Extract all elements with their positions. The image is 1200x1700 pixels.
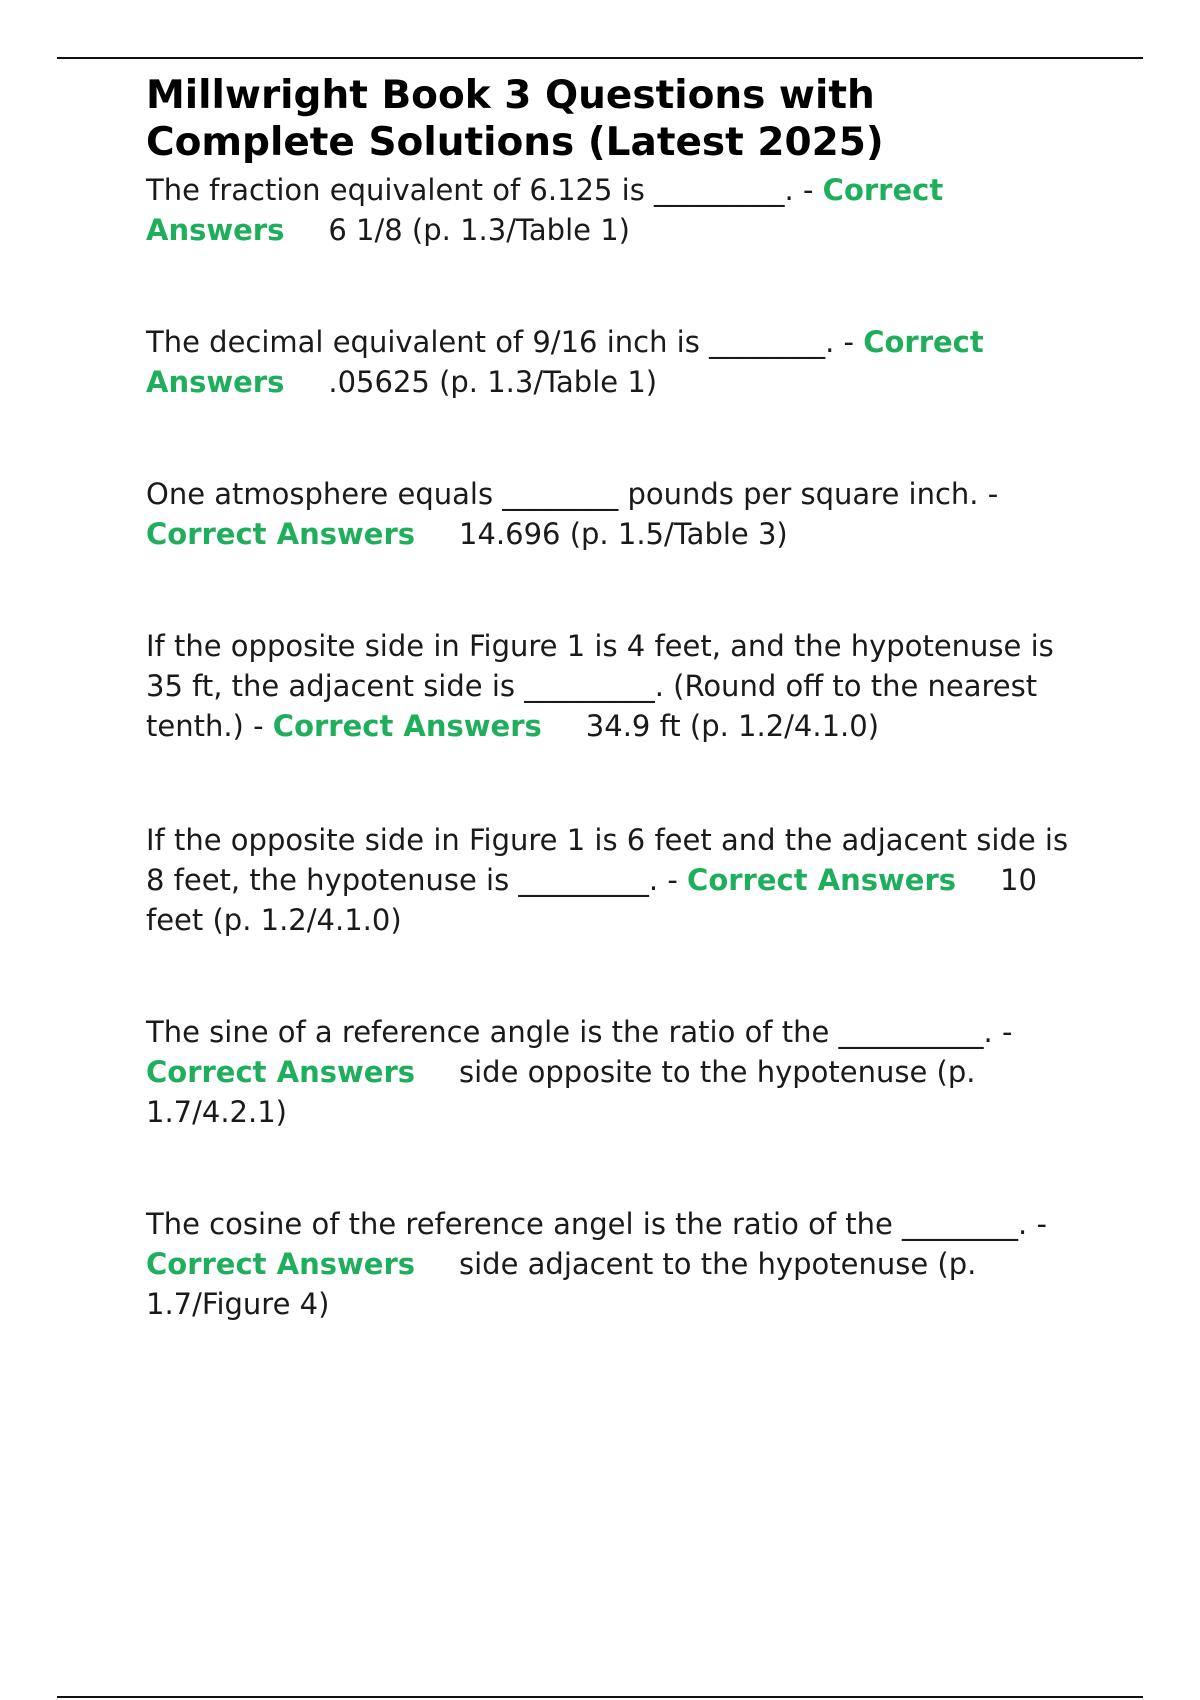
qa-item-5 [146, 820, 1086, 940]
correct-answers-label: Correct Answers [272, 709, 542, 743]
question-text: The cosine of the reference angel is the ratio of the ________. - [146, 1207, 1047, 1241]
answer-text: 10 feet (p. 1.2/4.1.0) [146, 863, 1037, 937]
answer-text: 34.9 ft (p. 1.2/4.1.0) [585, 709, 880, 743]
qa-item-6 [146, 1012, 1086, 1132]
question-text: One atmosphere equals ________ pounds per square inch. - [146, 477, 999, 511]
question-text: The fraction equivalent of 6.125 is _________. - [146, 173, 823, 207]
answer-text: 14.696 (p. 1.5/Table 3) [459, 517, 788, 551]
qa-item-2 [146, 322, 1086, 402]
qa-item-1 [146, 170, 1086, 250]
qa-item-4 [146, 626, 1086, 746]
correct-answers-label: Correct Answers [146, 325, 984, 399]
qa-item-3 [146, 474, 1086, 554]
qa-item-7 [146, 1204, 1086, 1324]
top-rule [57, 57, 1143, 59]
correct-answers-label: Correct Answers [687, 863, 957, 897]
answer-text: .05625 (p. 1.3/Table 1) [328, 365, 658, 399]
answer-text: side opposite to the hypotenuse (p. 1.7/4.2.1) [146, 1055, 976, 1129]
question-text: If the opposite side in Figure 1 is 6 feet and the adjacent side is 8 feet, the hypotenuse is _________. - [146, 823, 1069, 897]
correct-answers-label: Correct Answers [146, 173, 944, 247]
bottom-rule [57, 1696, 1143, 1698]
answer-text: side adjacent to the hypotenuse (p. 1.7/Figure 4) [146, 1247, 977, 1321]
correct-answers-label: Correct Answers [146, 1247, 416, 1281]
document-title: Millwright Book 3 Questions with Complete Solutions (Latest 2025) [146, 73, 884, 165]
document-body [146, 72, 1086, 1324]
correct-answers-label: Correct Answers [146, 1055, 416, 1089]
question-text: The decimal equivalent of 9/16 inch is ________. - [146, 325, 864, 359]
answer-text: 6 1/8 (p. 1.3/Table 1) [328, 213, 630, 247]
correct-answers-label: Correct Answers [146, 517, 416, 551]
question-text: The sine of a reference angle is the ratio of the __________. - [146, 1015, 1013, 1049]
question-text: If the opposite side in Figure 1 is 4 feet, and the hypotenuse is 35 ft, the adjacent side is _________. (Round off to the nearest tenth.) - [146, 629, 1054, 743]
